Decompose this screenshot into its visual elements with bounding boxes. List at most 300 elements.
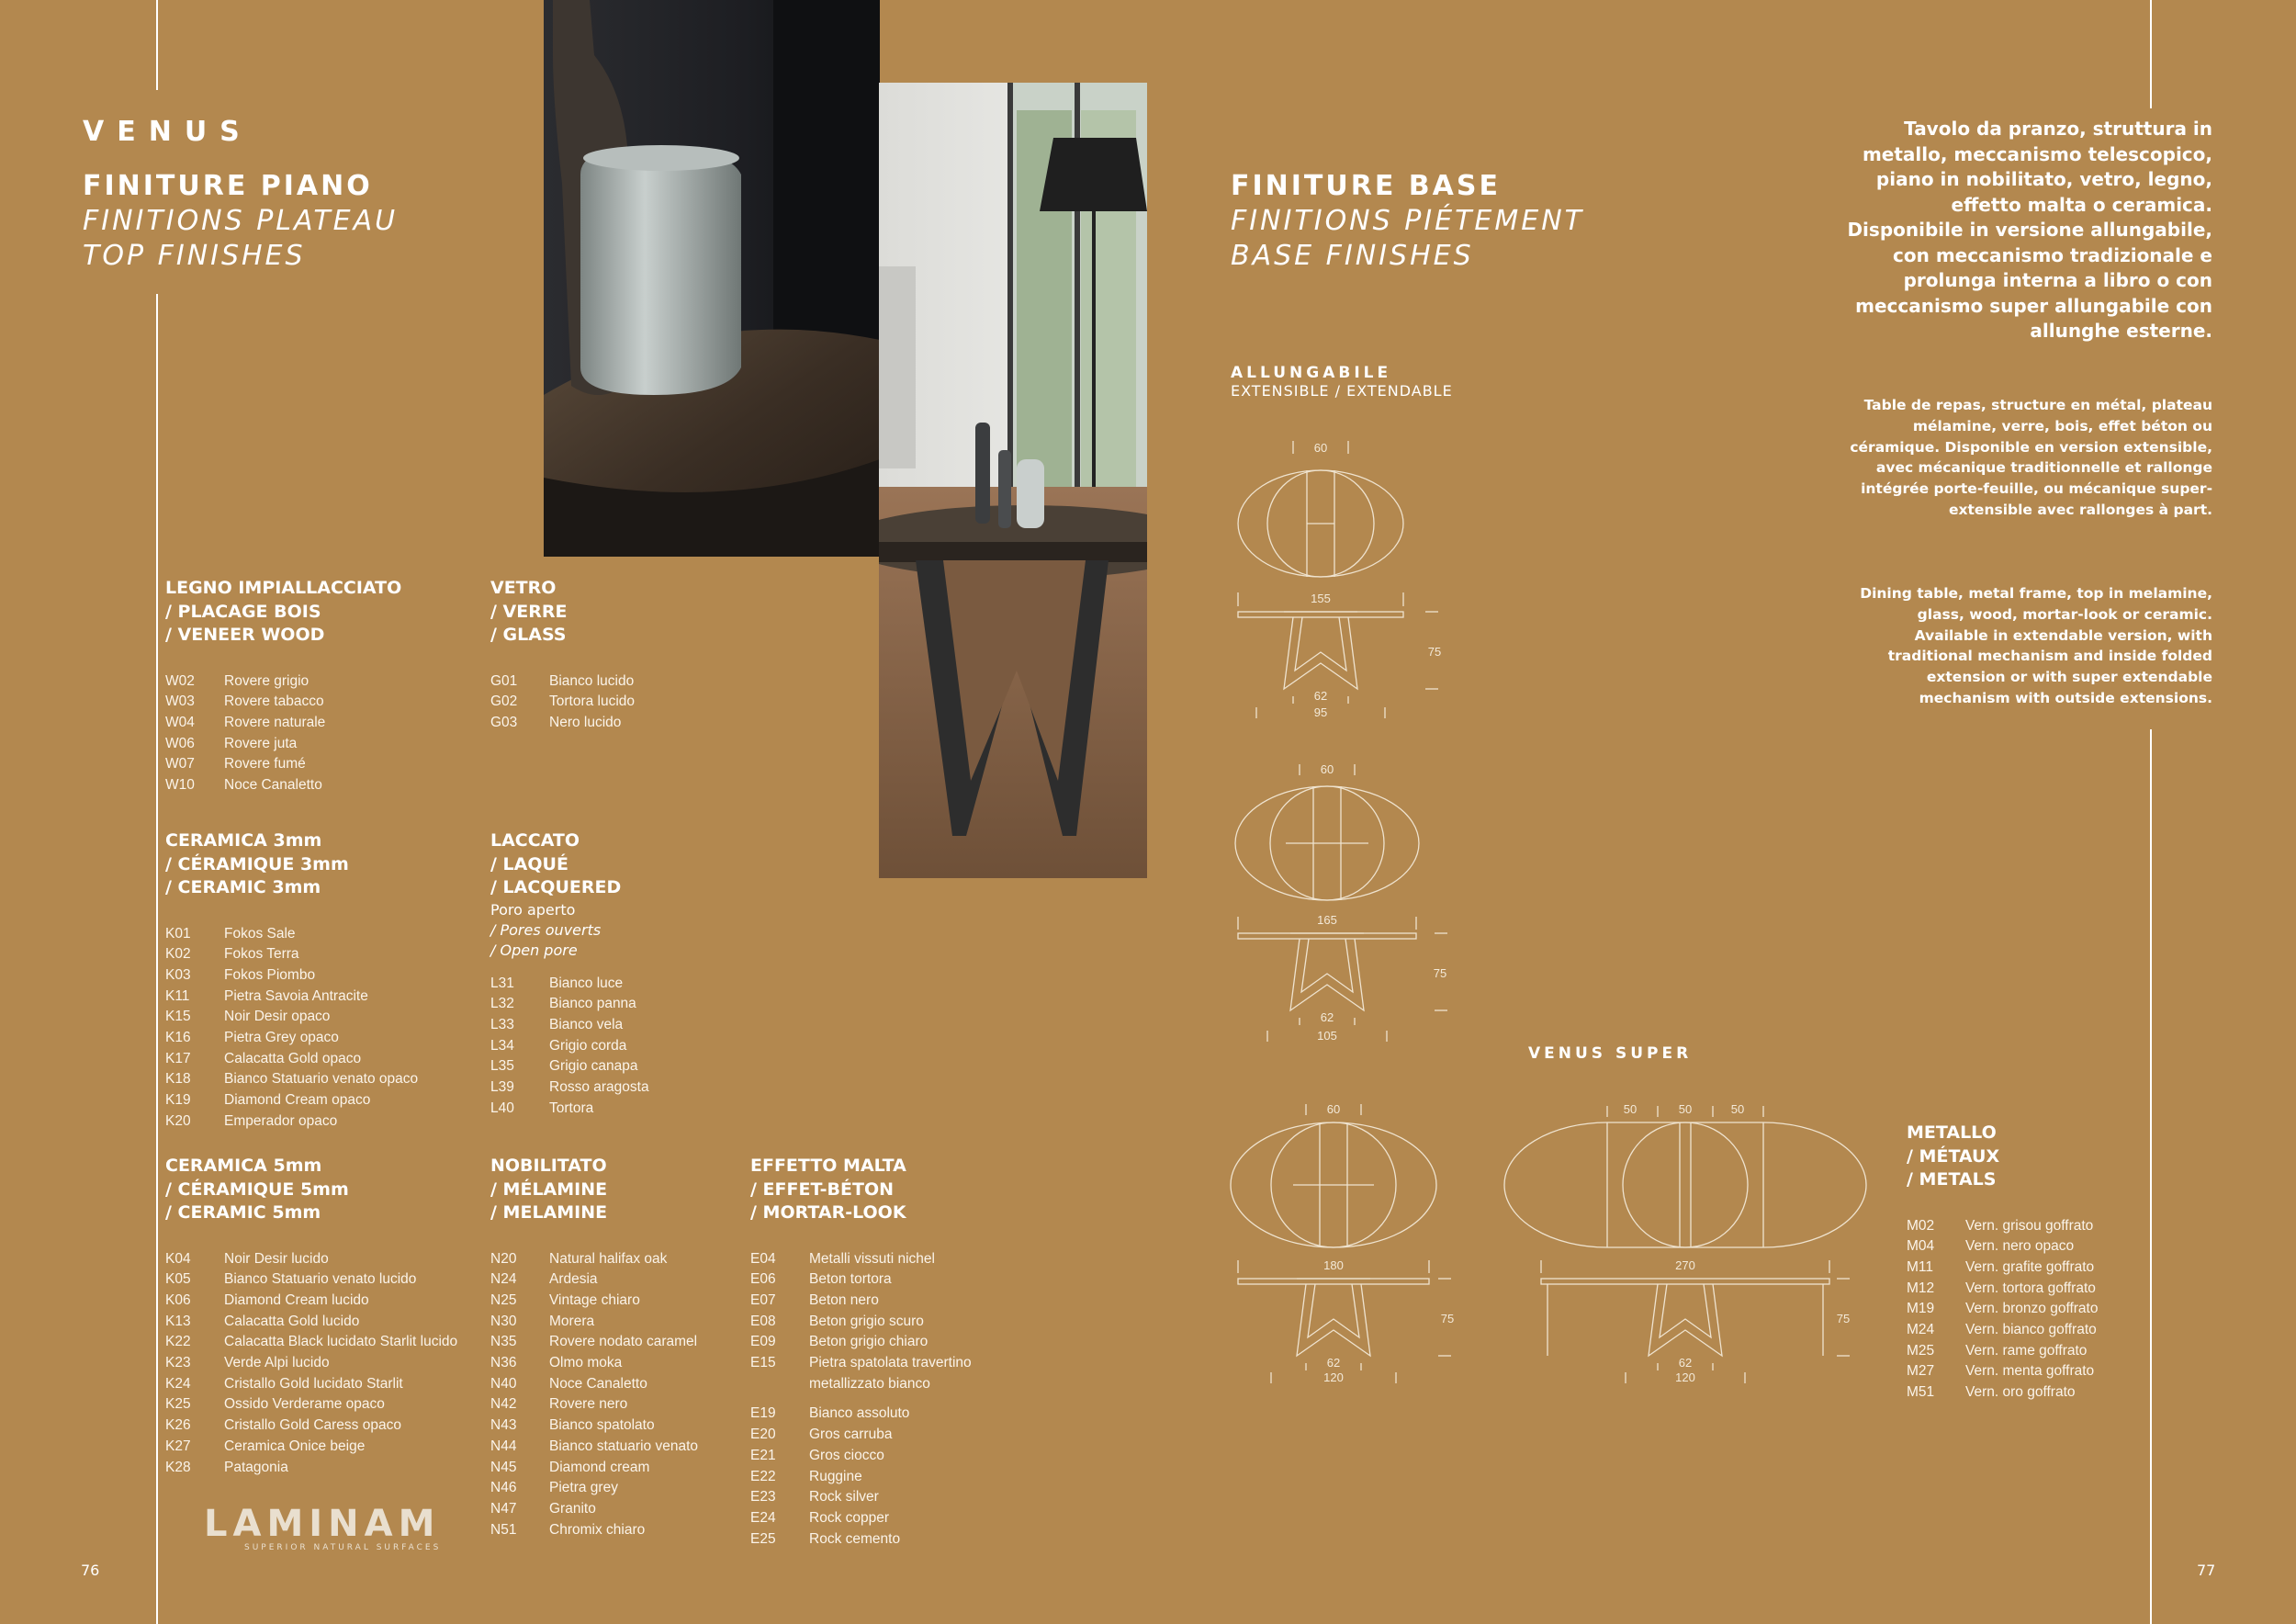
- finish-name: Vern. grafite goffrato: [1965, 1258, 2095, 1275]
- finish-code: W04: [165, 714, 195, 730]
- finish-item: [750, 1353, 972, 1374]
- finish-item: [165, 1458, 457, 1479]
- finish-item: [165, 1374, 457, 1395]
- right-rule-top: [2150, 0, 2152, 108]
- finish-item: [1907, 1320, 2098, 1341]
- finish-item: [490, 994, 649, 1015]
- finish-name: Grigio canapa: [549, 1058, 638, 1075]
- finish-item: [490, 1015, 649, 1036]
- finish-item: [490, 1332, 698, 1353]
- group-heading: / MÉTAUX: [1907, 1145, 2000, 1167]
- dim-label: 120: [1675, 1370, 1695, 1384]
- finish-code: M12: [1907, 1280, 1935, 1296]
- group-heading: VETRO: [490, 578, 557, 598]
- base-finishes-fr: FINITIONS PIÉTEMENT: [1231, 205, 1584, 237]
- dim-label: 75: [1440, 1312, 1455, 1325]
- top-finishes-title: [83, 169, 398, 274]
- finish-item: [165, 692, 401, 713]
- group-heading: / LACQUERED: [490, 877, 622, 897]
- finish-code: E19: [750, 1405, 776, 1422]
- description-french: Table de repas, structure en métal, plateau mélamine, verre, bois, effet béton ou céramique. Disponible en version extensible, avec mécanique traditionnelle et rallonge intégrée porte-feuille, ou mécanique super-extensible avec rallonges à part.: [1850, 397, 2212, 518]
- finish-item: [1907, 1216, 2098, 1237]
- top-finishes-it: FINITURE PIANO: [83, 170, 373, 202]
- finish-item: [490, 713, 635, 734]
- base-finishes-title: [1231, 169, 1584, 274]
- description-italian: Tavolo da pranzo, struttura in metallo, meccanismo telescopico, piano in nobilitato, vetro, legno, effetto malta o ceramica. Disponibile in versione allungabile, con meccanismo tradizionale e prolunga interna a libro o con meccanismo super allungabile con allunghe esterne.: [1847, 118, 2212, 342]
- finish-code: N46: [490, 1480, 517, 1496]
- finish-item: [490, 1353, 698, 1374]
- finish-code: G02: [490, 694, 518, 710]
- finish-item: [165, 734, 401, 755]
- finish-name: Pietra Grey opaco: [224, 1030, 339, 1046]
- drawing-2-top: [1235, 764, 1419, 900]
- finish-item: [165, 1312, 457, 1333]
- group-subheading: / Pores ouverts: [490, 920, 602, 939]
- group-heading: / VERRE: [490, 601, 568, 622]
- group-nobilitato: [490, 1155, 698, 1540]
- dim-label: 50: [1730, 1102, 1745, 1116]
- finish-name: Gros carruba: [809, 1427, 893, 1443]
- base-finishes-it: FINITURE BASE: [1231, 170, 1501, 202]
- dim-label: 62: [1313, 689, 1328, 703]
- finish-name: Tortora: [549, 1100, 594, 1116]
- finish-item: [750, 1487, 972, 1508]
- finish-code: K19: [165, 1092, 191, 1109]
- group-heading: / MORTAR-LOOK: [750, 1202, 906, 1223]
- finish-name: Bianco luce: [549, 975, 624, 991]
- finish-item: [490, 1415, 698, 1437]
- finish-code: L39: [490, 1079, 514, 1096]
- finish-item: [1907, 1341, 2098, 1362]
- finish-code: W03: [165, 694, 195, 710]
- finish-code: W07: [165, 756, 195, 773]
- finish-code: M04: [1907, 1238, 1935, 1255]
- finish-name: Nero lucido: [549, 714, 622, 730]
- finish-item: [750, 1467, 972, 1488]
- finish-name: Ossido Verderame opaco: [224, 1396, 385, 1413]
- finish-name: Rovere nodato caramel: [549, 1334, 698, 1350]
- finish-name: Fokos Piombo: [224, 966, 316, 983]
- finish-item: [490, 974, 649, 995]
- finish-code: L32: [490, 996, 514, 1012]
- finish-code: G03: [490, 714, 518, 730]
- finish-code: K04: [165, 1250, 191, 1267]
- finish-name: Metalli vissuti nichel: [809, 1250, 935, 1267]
- finish-code: K15: [165, 1009, 191, 1025]
- finish-item: [750, 1508, 972, 1529]
- group-heading: / CÉRAMIQUE 3mm: [165, 853, 349, 874]
- dim-label: 95: [1313, 705, 1328, 719]
- group-heading: / LAQUÉ: [490, 853, 568, 874]
- finish-code: M11: [1907, 1258, 1934, 1275]
- finish-item: [490, 1036, 649, 1057]
- finish-code: N51: [490, 1521, 517, 1538]
- group-heading: / CÉRAMIQUE 5mm: [165, 1179, 349, 1200]
- finish-code: K05: [165, 1271, 191, 1288]
- finish-name: Cristallo Gold lucidato Starlit: [224, 1375, 403, 1392]
- finish-item: [750, 1249, 972, 1270]
- page-number-left: 76: [81, 1562, 100, 1579]
- allungabile-subtitle: EXTENSIBLE / EXTENDABLE: [1231, 382, 1453, 400]
- finish-code: E24: [750, 1509, 776, 1526]
- finish-code: K11: [165, 987, 190, 1004]
- finish-item: [490, 1374, 698, 1395]
- finish-item: [165, 713, 401, 734]
- top-finishes-fr: FINITIONS PLATEAU: [83, 205, 399, 237]
- finish-name: Emperador opaco: [224, 1112, 338, 1129]
- finish-item: [490, 692, 635, 713]
- finish-name: Bianco Statuario venato lucido: [224, 1271, 417, 1288]
- finish-code: N45: [490, 1459, 517, 1475]
- logo-wordmark: LAMINAM: [204, 1503, 441, 1545]
- finish-item: [165, 754, 401, 775]
- dim-label: 60: [1320, 762, 1334, 776]
- finish-item: [1907, 1299, 2098, 1320]
- dim-label: 120: [1323, 1370, 1344, 1384]
- dim-label: 62: [1320, 1010, 1334, 1024]
- finish-item: [165, 671, 401, 693]
- dim-label: 50: [1678, 1102, 1693, 1116]
- finish-list: [165, 671, 401, 796]
- finish-item: [165, 1415, 457, 1437]
- finish-code: M19: [1907, 1301, 1935, 1317]
- right-rule-bottom: [2150, 729, 2152, 1624]
- photo-dining-room: [879, 83, 1147, 878]
- logo-tagline: SUPERIOR NATURAL SURFACES: [244, 1543, 442, 1552]
- finish-item: [165, 1028, 418, 1049]
- finish-name: Pietra spatolata travertino: [809, 1355, 972, 1371]
- finish-name: Bianco Statuario venato opaco: [224, 1071, 419, 1088]
- finish-name: Bianco statuario venato: [549, 1438, 698, 1454]
- finish-list: [165, 924, 418, 1133]
- group-heading: / METALS: [1907, 1169, 1997, 1190]
- group-metallo: [1907, 1122, 2098, 1404]
- group-legno: [165, 577, 401, 796]
- dim-label: 60: [1313, 441, 1328, 455]
- finish-code: K26: [165, 1417, 191, 1434]
- group-malta: [750, 1155, 972, 1550]
- finish-item: [165, 1111, 418, 1133]
- finish-name: Rovere tabacco: [224, 694, 324, 710]
- group-heading: / CERAMIC 5mm: [165, 1202, 321, 1223]
- finish-item: [750, 1312, 972, 1333]
- finish-code: E06: [750, 1271, 776, 1288]
- finish-item: [165, 1090, 418, 1111]
- finish-item: [165, 1353, 457, 1374]
- finish-item: [750, 1269, 972, 1291]
- group-heading: / VENEER WOOD: [165, 625, 325, 645]
- drawing-3-top: [1231, 1104, 1436, 1247]
- finish-name: Granito: [549, 1500, 596, 1517]
- finish-name: Chromix chiaro: [549, 1521, 646, 1538]
- finish-name: Vern. bronzo goffrato: [1965, 1301, 2099, 1317]
- brand-title: VENUS: [83, 116, 253, 148]
- finish-item: [1907, 1236, 2098, 1257]
- laminam-logo: [204, 1503, 441, 1552]
- finish-item: [750, 1404, 972, 1425]
- finish-name: Vern. nero opaco: [1965, 1238, 2075, 1255]
- finish-code: N42: [490, 1396, 517, 1413]
- finish-name: Bianco lucido: [549, 672, 635, 689]
- finish-code: K27: [165, 1438, 191, 1454]
- finish-code: L33: [490, 1016, 514, 1032]
- dim-label: 75: [1427, 645, 1442, 659]
- finish-name: Morera: [549, 1313, 595, 1329]
- finish-name: Pietra grey: [549, 1480, 618, 1496]
- finish-code: W02: [165, 672, 195, 689]
- finish-code: K02: [165, 946, 191, 963]
- finish-code: E09: [750, 1334, 776, 1350]
- finish-code: N43: [490, 1417, 517, 1434]
- finish-name: Diamond Cream lucido: [224, 1291, 369, 1308]
- group-heading: / PLACAGE BOIS: [165, 601, 321, 622]
- technical-drawings: [1194, 423, 1892, 1396]
- finish-code: W10: [165, 777, 195, 794]
- finish-item: [165, 1394, 457, 1415]
- finish-item: [1907, 1257, 2098, 1279]
- finish-list: [750, 1249, 972, 1551]
- finish-name: Beton grigio scuro: [809, 1313, 924, 1329]
- finish-list: [490, 1249, 698, 1541]
- finish-list: [1907, 1216, 2098, 1404]
- finish-name: Ceramica Onice beige: [224, 1438, 366, 1454]
- finish-item: [490, 1249, 698, 1270]
- dim-label: 75: [1836, 1312, 1851, 1325]
- finish-item: [165, 1007, 418, 1028]
- finish-item: [165, 1069, 418, 1090]
- finish-name: Calacatta Gold lucido: [224, 1313, 360, 1329]
- group-heading: METALLO: [1907, 1122, 1997, 1143]
- finish-item: [490, 1437, 698, 1458]
- dim-label: 155: [1311, 592, 1331, 605]
- finish-name: Ardesia: [549, 1271, 598, 1288]
- finish-item: [165, 944, 418, 965]
- finish-name: Noce Canaletto: [224, 777, 322, 794]
- finish-name: Ruggine: [809, 1468, 862, 1484]
- finish-code: K13: [165, 1313, 191, 1329]
- finish-code: N20: [490, 1250, 517, 1267]
- description-english: Dining table, metal frame, top in melamine, glass, wood, mortar-look or ceramic. Available in extendable version, with traditional mechanism and inside folded extension or with super extendable mechanism with outside extensions.: [1860, 585, 2212, 706]
- finish-item: [165, 1269, 457, 1291]
- drawing-1-side: [1238, 592, 1438, 718]
- group-heading: CERAMICA 5mm: [165, 1156, 322, 1176]
- dim-label: 180: [1323, 1258, 1344, 1272]
- finish-name: Patagonia: [224, 1459, 288, 1475]
- finish-item: [165, 1249, 457, 1270]
- finish-list: [490, 974, 649, 1120]
- finish-name: Bianco panna: [549, 996, 636, 1012]
- finish-code: L40: [490, 1100, 514, 1116]
- finish-name: Rovere naturale: [224, 714, 326, 730]
- left-rule-bottom: [156, 294, 158, 1624]
- finish-name: Vintage chiaro: [549, 1291, 640, 1308]
- finish-code: N36: [490, 1355, 517, 1371]
- group-heading: / GLASS: [490, 625, 567, 645]
- finish-code: K23: [165, 1355, 191, 1371]
- finish-code: L35: [490, 1058, 514, 1075]
- finish-name: Vern. tortora goffrato: [1965, 1280, 2096, 1296]
- finish-code: E20: [750, 1427, 776, 1443]
- drawing-1-top: [1238, 441, 1403, 577]
- group-vetro: [490, 577, 635, 734]
- finish-code: K03: [165, 966, 191, 983]
- finish-code: M51: [1907, 1384, 1935, 1401]
- group-heading: / MÉLAMINE: [490, 1179, 608, 1200]
- finish-name: Diamond cream: [549, 1459, 650, 1475]
- finish-name: Rovere grigio: [224, 672, 310, 689]
- dim-label: 62: [1326, 1356, 1341, 1370]
- finish-item: [165, 1049, 418, 1070]
- finish-name: Bianco assoluto: [809, 1405, 910, 1422]
- allungabile-title: ALLUNGABILE: [1231, 364, 1392, 382]
- finish-item: [490, 1077, 649, 1099]
- finish-name: Rovere nero: [549, 1396, 628, 1413]
- finish-name: Rock silver: [809, 1489, 879, 1506]
- finish-item: [750, 1529, 972, 1551]
- finish-code: N44: [490, 1438, 517, 1454]
- drawing-4-side: [1541, 1260, 1850, 1383]
- finish-list: [165, 1249, 457, 1479]
- group-heading: CERAMICA 3mm: [165, 830, 322, 851]
- finish-item: [490, 1056, 649, 1077]
- finish-code: E07: [750, 1291, 776, 1308]
- group-heading: LEGNO IMPIALLACCIATO: [165, 578, 402, 598]
- finish-name: Grigio corda: [549, 1037, 627, 1054]
- finish-code: K25: [165, 1396, 191, 1413]
- group-heading: LACCATO: [490, 830, 580, 851]
- finish-name: Diamond Cream opaco: [224, 1092, 371, 1109]
- group-subheading: Poro aperto: [490, 900, 576, 919]
- finish-name: Vern. menta goffrato: [1965, 1363, 2095, 1380]
- finish-code: E25: [750, 1530, 776, 1547]
- finish-name: Tortora lucido: [549, 694, 636, 710]
- dim-label: 60: [1326, 1102, 1341, 1116]
- photo-vases: [544, 0, 880, 557]
- finish-name: Noce Canaletto: [549, 1375, 647, 1392]
- finish-name: Cristallo Gold Caress opaco: [224, 1417, 401, 1434]
- finish-item: [490, 1499, 698, 1520]
- finish-name: Rosso aragosta: [549, 1079, 649, 1096]
- finish-name: Fokos Sale: [224, 925, 296, 942]
- finish-item: [165, 1437, 457, 1458]
- finish-item: [490, 1520, 698, 1541]
- finish-item: [490, 1269, 698, 1291]
- finish-item: [165, 775, 401, 796]
- finish-name: Beton grigio chiaro: [809, 1334, 929, 1350]
- finish-name: Rovere fumé: [224, 756, 306, 773]
- finish-code: M25: [1907, 1342, 1935, 1359]
- finish-name: Vern. bianco goffrato: [1965, 1322, 2097, 1338]
- finish-code: G01: [490, 672, 518, 689]
- finish-code: K17: [165, 1050, 191, 1066]
- finish-name: Bianco vela: [549, 1016, 624, 1032]
- left-rule-top: [156, 0, 158, 90]
- finish-name: Beton nero: [809, 1291, 879, 1308]
- drawing-4-top: [1504, 1106, 1866, 1247]
- finish-item: [165, 1332, 457, 1353]
- drawing-3-side: [1238, 1260, 1451, 1383]
- finish-item: [165, 1291, 457, 1312]
- finish-item: [490, 671, 635, 693]
- finish-item: [1907, 1361, 2098, 1382]
- finish-name: Natural halifax oak: [549, 1250, 668, 1267]
- dim-label: 75: [1433, 966, 1447, 980]
- finish-code: K18: [165, 1071, 191, 1088]
- finish-name: Calacatta Gold opaco: [224, 1050, 362, 1066]
- group-heading: / EFFET-BÉTON: [750, 1179, 894, 1200]
- finish-code: M27: [1907, 1363, 1935, 1380]
- finish-name: metallizzato bianco: [809, 1375, 930, 1392]
- group-laccato: [490, 829, 649, 1119]
- finish-name: Calacatta Black lucidato Starlit lucido: [224, 1334, 458, 1350]
- group-heading: EFFETTO MALTA: [750, 1156, 906, 1176]
- finish-code: N30: [490, 1313, 517, 1329]
- finish-code: E22: [750, 1468, 776, 1484]
- group-subheading: / Open pore: [490, 941, 578, 959]
- finish-name: Rovere juta: [224, 735, 298, 751]
- dim-label: 50: [1623, 1102, 1638, 1116]
- dim-label: 105: [1317, 1029, 1337, 1043]
- finish-item: [490, 1478, 698, 1499]
- finish-code: K20: [165, 1112, 191, 1129]
- finish-code: L31: [490, 975, 514, 991]
- finish-name: Vern. rame goffrato: [1965, 1342, 2088, 1359]
- finish-code: E21: [750, 1447, 776, 1463]
- finish-item: [1907, 1382, 2098, 1404]
- top-finishes-en: TOP FINISHES: [83, 240, 306, 272]
- finish-code: N40: [490, 1375, 517, 1392]
- group-heading: / CERAMIC 3mm: [165, 877, 321, 897]
- finish-name: Vern. oro goffrato: [1965, 1384, 2076, 1401]
- finish-name: Vern. grisou goffrato: [1965, 1217, 2094, 1234]
- finish-item: [750, 1446, 972, 1467]
- finish-code: N25: [490, 1291, 517, 1308]
- finish-code: N47: [490, 1500, 517, 1517]
- drawing-2-side: [1238, 917, 1447, 1042]
- finish-name: Fokos Terra: [224, 946, 299, 963]
- finish-item: [490, 1291, 698, 1312]
- finish-name: Olmo moka: [549, 1355, 623, 1371]
- finish-item: [750, 1291, 972, 1312]
- finish-item: [490, 1394, 698, 1415]
- finish-code: M02: [1907, 1217, 1935, 1234]
- finish-code: L34: [490, 1037, 514, 1054]
- finish-code: W06: [165, 735, 195, 751]
- group-ceramica5: [165, 1155, 457, 1478]
- finish-name: Noir Desir lucido: [224, 1250, 329, 1267]
- finish-item: [750, 1332, 972, 1353]
- finish-item: [490, 1312, 698, 1333]
- page-number-right: 77: [2197, 1562, 2216, 1579]
- finish-code: K16: [165, 1030, 191, 1046]
- finish-item: [165, 965, 418, 987]
- finish-name: Pietra Savoia Antracite: [224, 987, 368, 1004]
- finish-code: K06: [165, 1291, 191, 1308]
- finish-code: [750, 1374, 809, 1395]
- finish-item: [1907, 1279, 2098, 1300]
- venus-super-label: VENUS SUPER: [1528, 1044, 1693, 1063]
- allungabile-label: [1231, 364, 1453, 400]
- finish-code: E08: [750, 1313, 776, 1329]
- finish-code: K01: [165, 925, 191, 942]
- finish-code: K28: [165, 1459, 191, 1475]
- group-heading: NOBILITATO: [490, 1156, 607, 1176]
- finish-item: [750, 1374, 972, 1395]
- finish-code: E04: [750, 1250, 776, 1267]
- dim-label: 62: [1678, 1356, 1693, 1370]
- finish-name: Noir Desir opaco: [224, 1009, 331, 1025]
- finish-code: M24: [1907, 1322, 1935, 1338]
